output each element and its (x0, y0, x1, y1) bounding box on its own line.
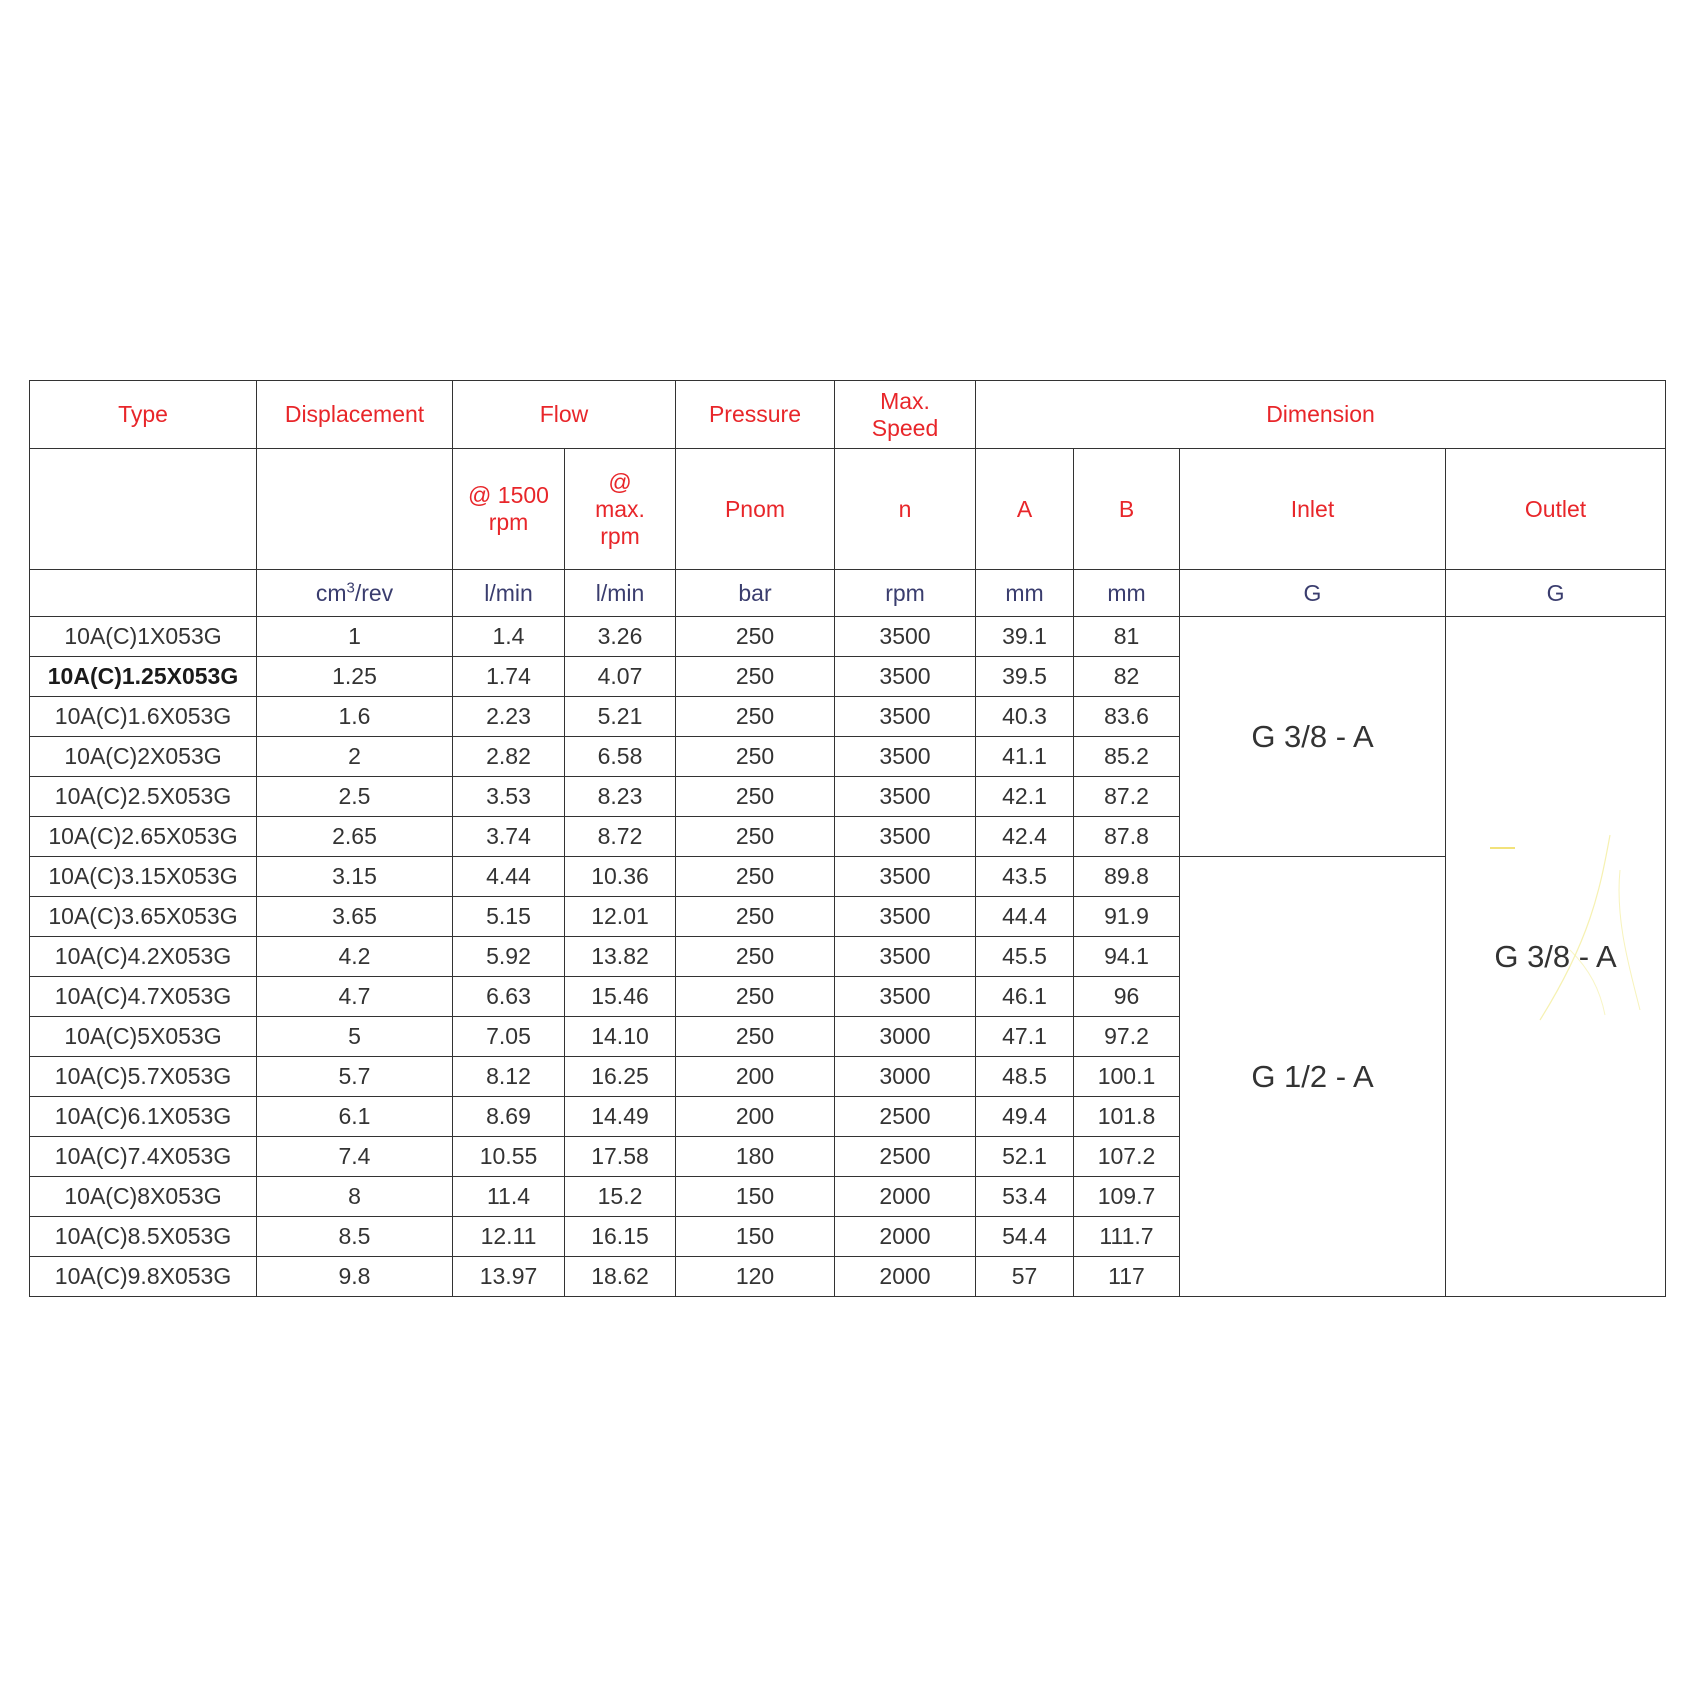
header-max-speed-line2: Speed (871, 414, 939, 441)
table-row (30, 617, 1666, 657)
cell-speed: 3500 (835, 857, 976, 897)
cell-type: 10A(C)1.25X053G (30, 657, 257, 697)
cell-type: 10A(C)1.6X053G (30, 697, 257, 737)
cell-a: 45.5 (976, 937, 1074, 977)
cell-b: 87.2 (1074, 777, 1180, 817)
subheader-a: A (976, 449, 1074, 570)
table-row (30, 857, 1666, 897)
cell-flow-max: 3.26 (565, 617, 676, 657)
cell-pressure: 250 (676, 817, 835, 857)
cell-type: 10A(C)2.65X053G (30, 817, 257, 857)
cell-flow-max: 8.23 (565, 777, 676, 817)
unit-flow-max: l/min (565, 570, 676, 617)
cell-type: 10A(C)8X053G (30, 1177, 257, 1217)
cell-flow-1500: 1.4 (453, 617, 565, 657)
cell-flow-1500: 12.11 (453, 1217, 565, 1257)
cell-a: 44.4 (976, 897, 1074, 937)
cell-displacement: 5.7 (257, 1057, 453, 1097)
cell-pressure: 250 (676, 617, 835, 657)
cell-b: 107.2 (1074, 1137, 1180, 1177)
cell-type: 10A(C)1X053G (30, 617, 257, 657)
unit-speed: rpm (835, 570, 976, 617)
unit-outlet: G (1446, 570, 1666, 617)
cell-pressure: 250 (676, 937, 835, 977)
unit-pressure: bar (676, 570, 835, 617)
cell-pressure: 250 (676, 977, 835, 1017)
cell-pressure: 250 (676, 897, 835, 937)
cell-type: 10A(C)2X053G (30, 737, 257, 777)
cell-pressure: 180 (676, 1137, 835, 1177)
cell-flow-1500: 1.74 (453, 657, 565, 697)
cell-b: 91.9 (1074, 897, 1180, 937)
cell-b: 87.8 (1074, 817, 1180, 857)
header-max-speed-line1: Max. (880, 387, 930, 414)
subheader-flow-max-line3: rpm (600, 522, 640, 549)
cell-displacement: 3.65 (257, 897, 453, 937)
subheader-row (30, 449, 1666, 570)
cell-flow-1500: 11.4 (453, 1177, 565, 1217)
cell-b: 100.1 (1074, 1057, 1180, 1097)
subheader-outlet: Outlet (1446, 449, 1666, 570)
cell-flow-max: 5.21 (565, 697, 676, 737)
units-row (30, 570, 1666, 617)
cell-speed: 3000 (835, 1057, 976, 1097)
unit-displacement-base: cm (315, 579, 347, 606)
cell-a: 42.4 (976, 817, 1074, 857)
cell-pressure: 250 (676, 737, 835, 777)
cell-speed: 3500 (835, 737, 976, 777)
cell-pressure: 250 (676, 857, 835, 897)
subheader-type-empty (30, 449, 257, 570)
cell-a: 41.1 (976, 737, 1074, 777)
cell-flow-max: 13.82 (565, 937, 676, 977)
subheader-flow-1500-line1: @ 1500 (468, 482, 549, 508)
cell-flow-1500: 5.92 (453, 937, 565, 977)
subheader-inlet: Inlet (1180, 449, 1446, 570)
cell-type: 10A(C)4.2X053G (30, 937, 257, 977)
cell-a: 52.1 (976, 1137, 1074, 1177)
subheader-b: B (1074, 449, 1180, 570)
cell-a: 43.5 (976, 857, 1074, 897)
cell-a: 39.5 (976, 657, 1074, 697)
cell-displacement: 7.4 (257, 1137, 453, 1177)
cell-pressure: 150 (676, 1217, 835, 1257)
cell-displacement: 4.2 (257, 937, 453, 977)
header-max-speed (835, 381, 976, 449)
cell-displacement: 2.65 (257, 817, 453, 857)
cell-displacement: 6.1 (257, 1097, 453, 1137)
cell-speed: 2500 (835, 1137, 976, 1177)
cell-b: 85.2 (1074, 737, 1180, 777)
unit-type-empty (30, 570, 257, 617)
cell-flow-max: 17.58 (565, 1137, 676, 1177)
cell-type: 10A(C)5.7X053G (30, 1057, 257, 1097)
cell-speed: 3500 (835, 937, 976, 977)
cell-displacement: 2 (257, 737, 453, 777)
cell-flow-1500: 10.55 (453, 1137, 565, 1177)
cell-flow-1500: 3.74 (453, 817, 565, 857)
cell-speed: 2000 (835, 1177, 976, 1217)
cell-flow-max: 16.25 (565, 1057, 676, 1097)
cell-pressure: 120 (676, 1257, 835, 1297)
cell-a: 53.4 (976, 1177, 1074, 1217)
cell-b: 111.7 (1074, 1217, 1180, 1257)
cell-a: 57 (976, 1257, 1074, 1297)
subheader-flow-1500-line2: rpm (488, 509, 529, 535)
cell-speed: 2000 (835, 1257, 976, 1297)
cell-flow-1500: 13.97 (453, 1257, 565, 1297)
cell-flow-max: 8.72 (565, 817, 676, 857)
cell-a: 46.1 (976, 977, 1074, 1017)
outlet-port: G 3/8 - A (1446, 617, 1666, 1297)
subheader-displacement-empty (257, 449, 453, 570)
cell-b: 97.2 (1074, 1017, 1180, 1057)
cell-type: 10A(C)4.7X053G (30, 977, 257, 1017)
cell-b: 94.1 (1074, 937, 1180, 977)
unit-displacement-suffix: /rev (354, 579, 394, 606)
cell-b: 89.8 (1074, 857, 1180, 897)
cell-displacement: 8.5 (257, 1217, 453, 1257)
cell-flow-max: 18.62 (565, 1257, 676, 1297)
cell-pressure: 250 (676, 777, 835, 817)
cell-flow-1500: 6.63 (453, 977, 565, 1017)
cell-flow-1500: 8.69 (453, 1097, 565, 1137)
cell-flow-1500: 2.82 (453, 737, 565, 777)
unit-b: mm (1074, 570, 1180, 617)
cell-b: 96 (1074, 977, 1180, 1017)
cell-b: 109.7 (1074, 1177, 1180, 1217)
cell-pressure: 150 (676, 1177, 835, 1217)
cell-flow-max: 10.36 (565, 857, 676, 897)
subheader-flow-max-line2: max. (595, 495, 645, 522)
cell-flow-1500: 5.15 (453, 897, 565, 937)
cell-a: 40.3 (976, 697, 1074, 737)
subheader-n: n (835, 449, 976, 570)
cell-speed: 3500 (835, 617, 976, 657)
header-flow: Flow (453, 381, 676, 449)
cell-type: 10A(C)3.15X053G (30, 857, 257, 897)
cell-a: 42.1 (976, 777, 1074, 817)
inlet-port-group-1: G 3/8 - A (1180, 617, 1446, 857)
unit-displacement (257, 570, 453, 617)
cell-type: 10A(C)3.65X053G (30, 897, 257, 937)
cell-type: 10A(C)2.5X053G (30, 777, 257, 817)
cell-flow-max: 14.49 (565, 1097, 676, 1137)
subheader-pnom: Pnom (676, 449, 835, 570)
cell-displacement: 1.6 (257, 697, 453, 737)
cell-pressure: 250 (676, 1017, 835, 1057)
cell-b: 117 (1074, 1257, 1180, 1297)
cell-displacement: 9.8 (257, 1257, 453, 1297)
cell-b: 81 (1074, 617, 1180, 657)
cell-pressure: 250 (676, 697, 835, 737)
cell-a: 48.5 (976, 1057, 1074, 1097)
cell-displacement: 1.25 (257, 657, 453, 697)
cell-flow-1500: 2.23 (453, 697, 565, 737)
cell-speed: 3500 (835, 817, 976, 857)
cell-type: 10A(C)7.4X053G (30, 1137, 257, 1177)
cell-a: 54.4 (976, 1217, 1074, 1257)
cell-flow-max: 16.15 (565, 1217, 676, 1257)
subheader-flow-1500 (453, 449, 565, 570)
cell-flow-max: 15.46 (565, 977, 676, 1017)
cell-a: 39.1 (976, 617, 1074, 657)
cell-speed: 3500 (835, 977, 976, 1017)
cell-flow-1500: 3.53 (453, 777, 565, 817)
cell-speed: 3500 (835, 657, 976, 697)
spec-table (29, 380, 1666, 1297)
cell-type: 10A(C)5X053G (30, 1017, 257, 1057)
cell-speed: 2000 (835, 1217, 976, 1257)
unit-inlet: G (1180, 570, 1446, 617)
cell-speed: 3500 (835, 897, 976, 937)
cell-flow-max: 6.58 (565, 737, 676, 777)
cell-flow-1500: 8.12 (453, 1057, 565, 1097)
cell-flow-max: 4.07 (565, 657, 676, 697)
header-type: Type (30, 381, 257, 449)
cell-b: 83.6 (1074, 697, 1180, 737)
cell-displacement: 2.5 (257, 777, 453, 817)
cell-displacement: 5 (257, 1017, 453, 1057)
cell-speed: 3500 (835, 777, 976, 817)
cell-speed: 3500 (835, 697, 976, 737)
cell-speed: 3000 (835, 1017, 976, 1057)
cell-type: 10A(C)9.8X053G (30, 1257, 257, 1297)
cell-type: 10A(C)6.1X053G (30, 1097, 257, 1137)
unit-a: mm (976, 570, 1074, 617)
cell-pressure: 200 (676, 1097, 835, 1137)
cell-speed: 2500 (835, 1097, 976, 1137)
cell-flow-1500: 7.05 (453, 1017, 565, 1057)
header-displacement: Displacement (257, 381, 453, 449)
subheader-flow-max-line1: @ (608, 468, 632, 495)
cell-pressure: 250 (676, 657, 835, 697)
cell-flow-1500: 4.44 (453, 857, 565, 897)
cell-type: 10A(C)8.5X053G (30, 1217, 257, 1257)
header-row (30, 381, 1666, 449)
unit-displacement-sup: 3 (346, 578, 355, 596)
inlet-port-group-2: G 1/2 - A (1180, 857, 1446, 1297)
header-dimension: Dimension (976, 381, 1666, 449)
cell-flow-max: 15.2 (565, 1177, 676, 1217)
cell-pressure: 200 (676, 1057, 835, 1097)
cell-b: 82 (1074, 657, 1180, 697)
cell-a: 47.1 (976, 1017, 1074, 1057)
subheader-flow-max (565, 449, 676, 570)
unit-flow-1500: l/min (453, 570, 565, 617)
header-pressure: Pressure (676, 381, 835, 449)
cell-flow-max: 14.10 (565, 1017, 676, 1057)
cell-displacement: 8 (257, 1177, 453, 1217)
cell-displacement: 1 (257, 617, 453, 657)
cell-flow-max: 12.01 (565, 897, 676, 937)
cell-a: 49.4 (976, 1097, 1074, 1137)
cell-displacement: 4.7 (257, 977, 453, 1017)
cell-b: 101.8 (1074, 1097, 1180, 1137)
cell-displacement: 3.15 (257, 857, 453, 897)
